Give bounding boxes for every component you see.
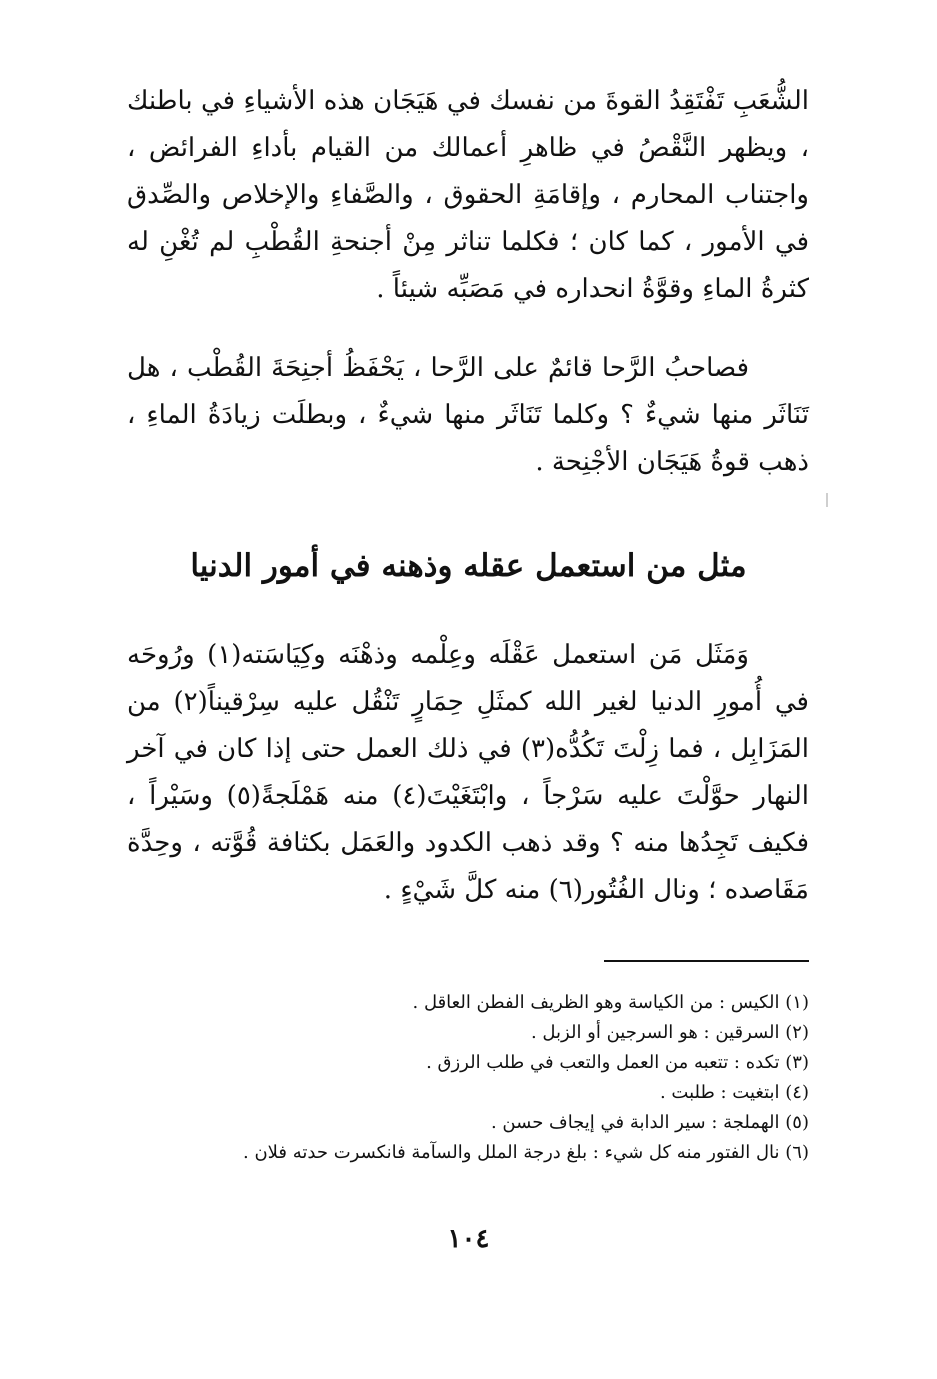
body-paragraph: فصاحبُ الرَّحا قائمٌ على الرَّحا ، يَحْفَظُ أجنِحَةَ القُطْب ، هل تَنَاثَر منها شيءٌ ؟ وكلما تَنَاثَر منها شيءٌ ، وبطلَت زيادَةُ الماءِ ، ذهب قوةُ هَيَجَان الأجْنِحة .: [127, 353, 809, 477]
scan-mark: [826, 493, 828, 507]
footnote-item: (٤) ابتغيت : طلبت .: [659, 1082, 809, 1103]
footnote-item: (١) الكيس : من الكياسة وهو الظريف الفطن العاقل .: [412, 992, 809, 1013]
footnote-item: (٣) تكده : تتعبه من العمل والتعب في طلب الرزق .: [426, 1052, 809, 1073]
footnotes-list: [127, 988, 809, 1168]
footnote-item: (٢) السرقين : هو السرجين أو الزبل .: [530, 1022, 809, 1043]
footnote-divider: [604, 960, 809, 962]
footnote-item: (٥) الهملجة : سير الدابة في إيجاف حسن .: [490, 1112, 809, 1133]
section-title: مثل من استعمل عقله وذهنه في أمور الدنيا: [190, 548, 747, 584]
body-paragraph: الشُّعَبِ تَفْتَقِدُ القوةَ من نفسك في هَيَجَان هذه الأشياءِ في باطنك ، ويظهر النَّقْصُ في ظاهرِ أعمالك من القيام بأداءِ الفرائض ، واجتناب المحارم ، وإقامَةِ الحقوق ، والصَّفاءِ والإخلاص والصِّدق في الأمور ، كما كان ؛ فكلما تناثر مِنْ أجنحةِ القُطْبِ لم تُغْنِ له كثرةُ الماءِ وقوَّةُ انحداره في مَصَبِّه شيئاً .: [127, 86, 809, 304]
body-paragraph: وَمَثَل مَن استعمل عَقْلَه وعِلْمه وذهْنَه وكِيَاسَته(١) ورُوحَه في أُمورِ الدنيا لغير الله كمثَلِ حِمَارٍ تَنْقُل عليه سِرْقيناً(٢) من المَزَابِل ، فما زِلْتَ تَكُدُّه(٣) في ذلك العمل حتى إذا كان في آخر النهار حوَّلْتَ عليه سَرْجاً ، وابْتَغَيْتَ(٤) منه هَمْلَجةً(٥) وسَيْراً ، فكيف تَجِدُها منه ؟ وقد ذهب الكدود والعَمَل بكثافة قُوَّته ، وحِدَّة مَقَاصده ؛ ونال الفُتُور(٦) منه كلَّ شَيْءٍ .: [127, 640, 809, 905]
footnote-item: (٦) نال الفتور منه كل شيء : بلغ درجة الملل والسآمة فانكسرت حدته فلان .: [243, 1142, 809, 1163]
page-number: ١٠٤: [447, 1224, 490, 1254]
